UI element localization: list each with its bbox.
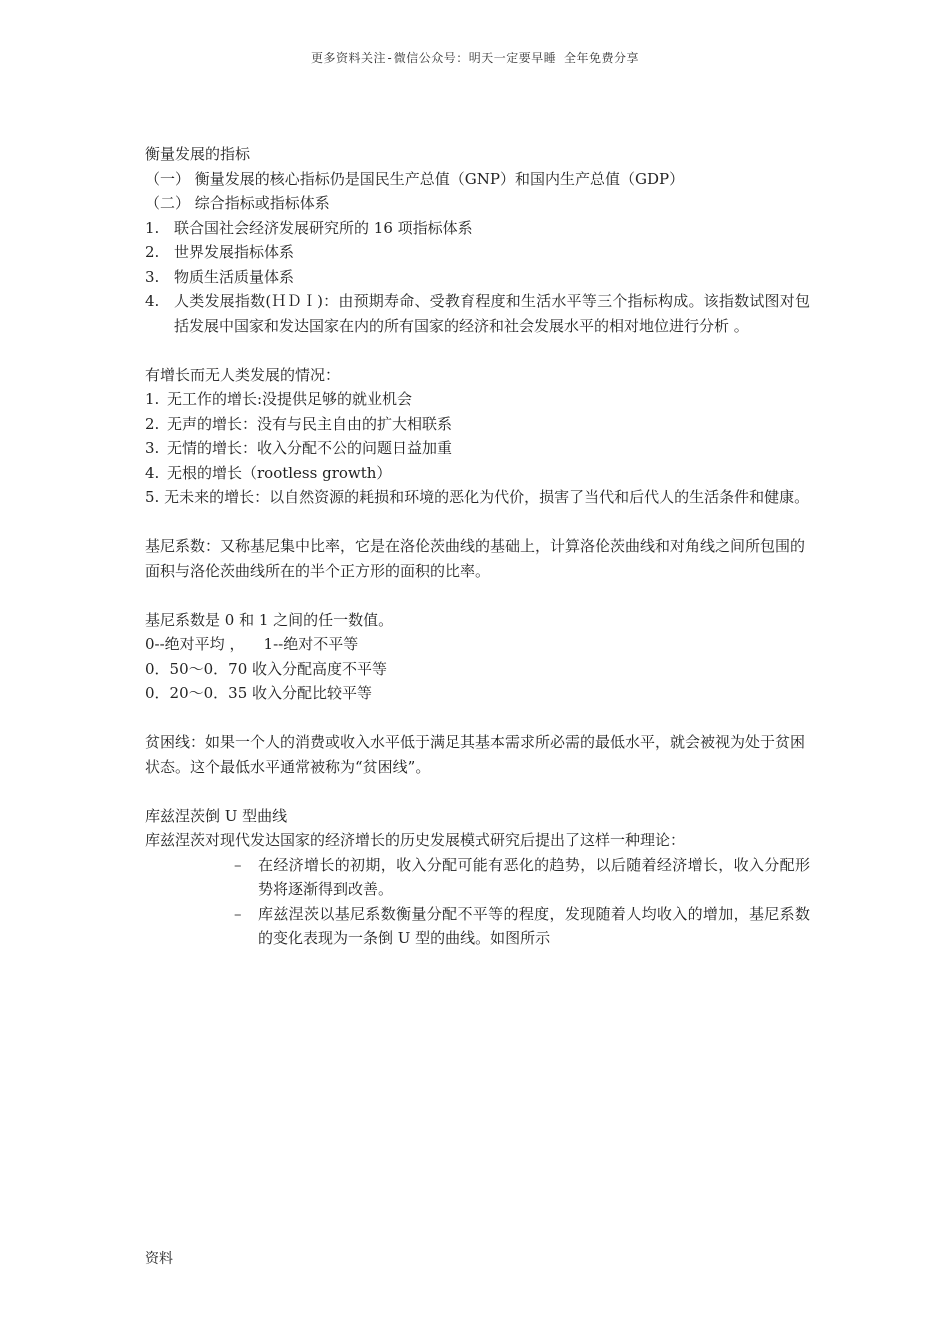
list-item — [145, 265, 810, 290]
page-header: 更多资料关注-微信公众号：明天一定要早睡 全年免费分享 — [311, 51, 639, 65]
spacer — [145, 338, 810, 363]
list-item — [145, 485, 810, 510]
list-item — [145, 289, 810, 338]
poverty-line-definition: 贫困线：如果一个人的消费或收入水平低于满足其基本需求所必需的最低水平，就会被视为处于贫困状态。这个最低水平通常被称为“贫困线”。 — [145, 733, 806, 776]
dash-bullet: – — [234, 855, 242, 874]
list-number: 4. — [145, 463, 160, 482]
growth-title: 有增长而无人类发展的情况： — [145, 365, 341, 384]
list-text: 物质生活质量体系 — [174, 267, 295, 286]
list-text: 人类发展指数(ＨＤＩ)：由预期寿命、受教育程度和生活水平等三个指标构成。该指数试图对包括发展中国家和发达国家在内的所有国家的经济和社会发展水平的相对地位进行分析 。 — [174, 292, 810, 335]
list-number: 3. — [145, 267, 160, 286]
kuznets-intro: 库兹涅茨对现代发达国家的经济增长的历史发展模式研究后提出了这样一种理论： — [145, 831, 686, 849]
gini-definition: 基尼系数：又称基尼集中比率，它是在洛伦茨曲线的基础上，计算洛伦茨曲线和对角线之间所包围的面积与洛伦茨曲线所在的半个正方形的面积的比率。 — [145, 537, 806, 580]
list-number: 2. — [145, 243, 160, 261]
list-number: 1. — [145, 218, 160, 237]
list-text: 无工作的增长:没提供足够的就业机会 — [167, 390, 413, 408]
kuznets-points — [145, 853, 810, 951]
dash-bullet: – — [234, 904, 242, 923]
list-number: 1. — [145, 390, 160, 408]
indicators-sub1: （一） 衡量发展的核心指标仍是国民生产总值（GNP）和国内生产总值（GDP） — [145, 169, 685, 188]
gini-fair: 0．20～0．35 收入分配比较平等 — [145, 684, 373, 702]
spacer — [145, 706, 810, 731]
list-item — [234, 853, 810, 902]
list-number: 5. — [145, 488, 160, 506]
gini-high-inequality: 0．50～0．70 收入分配高度不平等 — [145, 659, 388, 678]
indicators-sub2: （二） 综合指标或指标体系 — [145, 194, 330, 212]
indicators-title: 衡量发展的指标 — [145, 145, 251, 163]
list-text: 无声的增长：没有与民主自由的扩大相联系 — [167, 414, 453, 433]
page-footer: 资料 — [145, 1251, 173, 1267]
list-item — [145, 412, 810, 437]
list-item — [145, 387, 810, 412]
list-text: 无未来的增长：以自然资源的耗损和环境的恶化为代价，损害了当代和后代人的生活条件和健康。 — [164, 488, 810, 506]
list-text: 世界发展指标体系 — [174, 243, 295, 261]
list-number: 2. — [145, 414, 160, 433]
list-item — [145, 461, 810, 486]
document-body — [145, 142, 810, 951]
spacer — [145, 583, 810, 608]
gini-extremes: 0--绝对平均 ， 1--绝对不平等 — [145, 635, 359, 653]
list-text: 在经济增长的初期，收入分配可能有恶化的趋势，以后随着经济增长，收入分配形势将逐渐得到改善。 — [258, 855, 810, 898]
gini-range: 基尼系数是 0 和 1 之间的任一数值。 — [145, 610, 394, 629]
list-number: 3. — [145, 439, 160, 457]
spacer — [145, 510, 810, 535]
list-item — [234, 902, 810, 951]
kuznets-title: 库兹涅茨倒 U 型曲线 — [145, 806, 288, 825]
list-text: 无情的增长：收入分配不公的问题日益加重 — [167, 439, 453, 457]
spacer — [145, 779, 810, 804]
list-item — [145, 436, 810, 461]
list-text: 库兹涅茨以基尼系数衡量分配不平等的程度，发现随着人均收入的增加，基尼系数的变化表现为一条倒 U 型的曲线。如图所示 — [258, 904, 810, 947]
list-text: 无根的增长（rootless growth） — [167, 463, 392, 482]
list-item — [145, 240, 810, 265]
list-item — [145, 216, 810, 241]
list-text: 联合国社会经济发展研究所的 16 项指标体系 — [174, 218, 473, 237]
list-number: 4. — [145, 292, 160, 310]
